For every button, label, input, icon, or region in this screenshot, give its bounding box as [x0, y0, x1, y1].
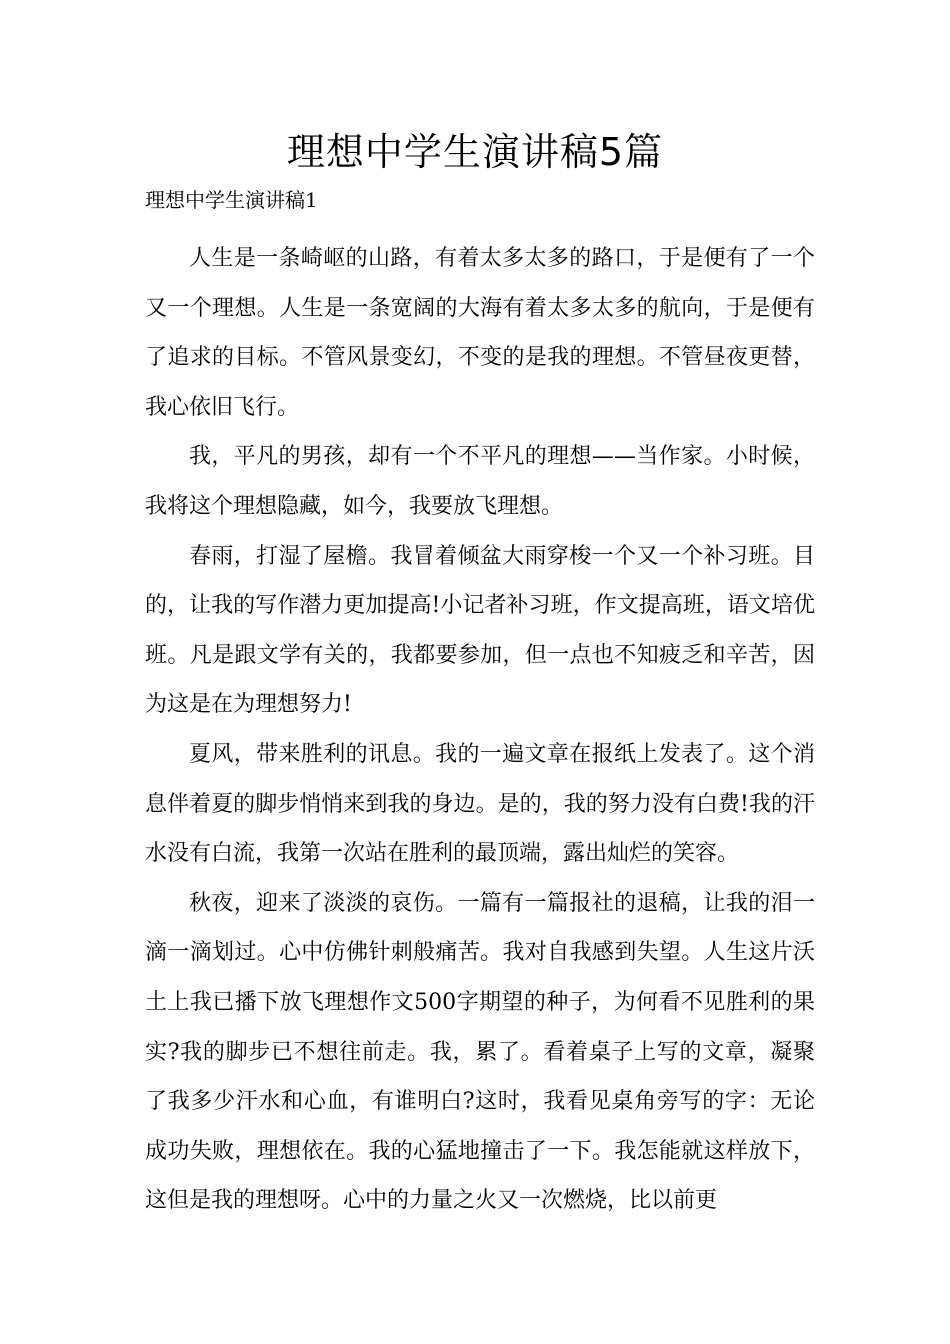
paragraph-1: 人生是一条崎岖的山路，有着太多太多的路口，于是便有了一个又一个理想。人生是一条宽阔的大海有着太多太多的航向，于是便有了追求的目标。不管风景变幻，不变的是我的理想。不管昼夜更替，我心依旧飞行。 [145, 246, 815, 420]
document-body [145, 234, 815, 1226]
document-title: 理想中学生演讲稿5篇 [286, 130, 664, 174]
paragraph-3: 春雨，打湿了屋檐。我冒着倾盆大雨穿梭一个又一个补习班。目的，让我的写作潜力更加提高!小记者补习班，作文提高班，语文培优班。凡是跟文学有关的，我都要参加，但一点也不知疲乏和辛苦，因为这是在为理想努力! [145, 543, 815, 718]
section-heading: 理想中学生演讲稿1 [145, 188, 318, 212]
paragraph-2: 我，平凡的男孩，却有一个不平凡的理想——当作家。小时候，我将这个理想隐藏，如今，我要放飞理想。 [145, 444, 815, 519]
paragraph-5: 秋夜，迎来了淡淡的哀伤。一篇有一篇报社的退稿，让我的泪一滴一滴划过。心中仿佛针刺般痛苦。我对自我感到失望。人生这片沃土上我已播下放飞理想作文500字期望的种子，为何看不见胜利的果实?我的脚步已不想往前走。我，累了。看着桌子上写的文章，凝聚了我多少汗水和心血，有谁明白?这时，我看见桌角旁写的字：无论成功失败，理想依在。我的心猛地撞击了一下。我怎能就这样放下，这但是我的理想呀。心中的力量之火又一次燃烧，比以前更 [145, 890, 815, 1214]
paragraph-4: 夏风，带来胜利的讯息。我的一遍文章在报纸上发表了。这个消息伴着夏的脚步悄悄来到我的身边。是的，我的努力没有白费!我的汗水没有白流，我第一次站在胜利的最顶端，露出灿烂的笑容。 [145, 741, 815, 867]
